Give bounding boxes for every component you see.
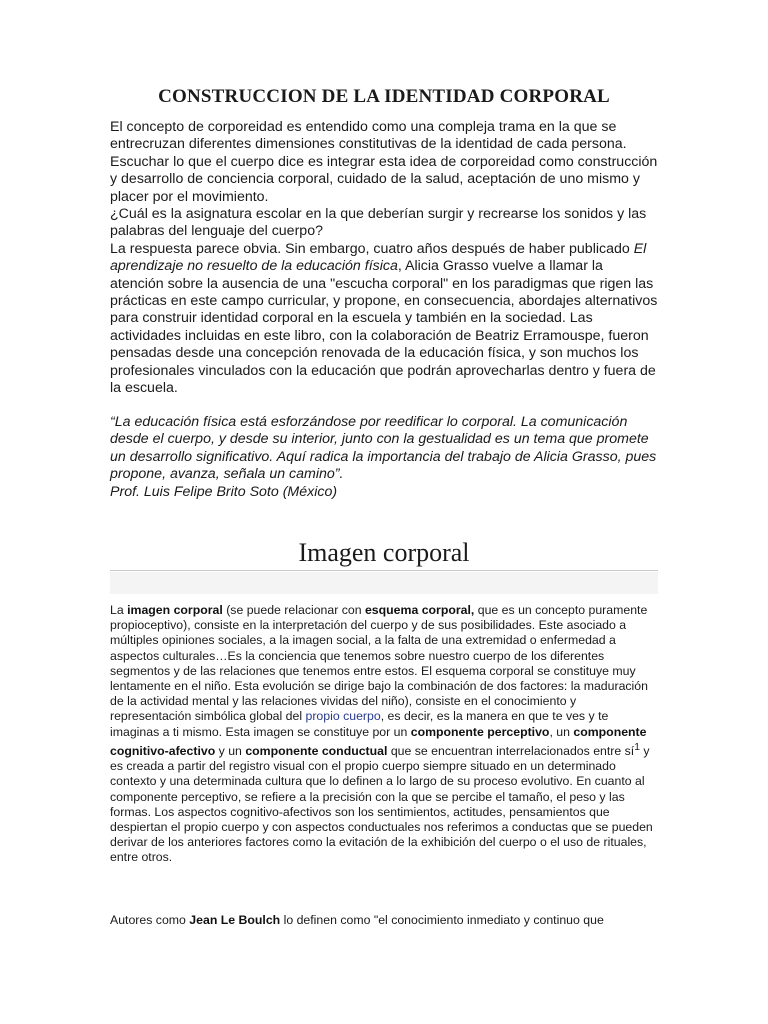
intro-text xyxy=(110,119,658,398)
intro-text-segment: La respuesta parece obvia. Sin embargo, cuatro años después de haber publicado xyxy=(110,240,634,257)
text-segment: y es creada a partir del registro visual con el propio cuerpo siempre situado en un determinado contexto y una determinada cultura que lo definen a lo largo de su proceso evolutivo. En cuanto al componente perceptivo, se refiere a la precisión con la que se percibe el tamaño, el peso y las formas. Los aspectos cognitivo-afectivos son los sentimientos, actitudes, pensamientos que despiertan el propio cuerpo y con aspectos conductuales nos referimos a conductas que se pueden derivar de los anteriores factores como la evitación de la exhibición del cuerpo o el uso de rituales, entre otros. xyxy=(110,743,653,865)
text-segment: que es un concepto puramente propioceptivo), consiste en la interpretación del cuerpo y de sus posibilidades. Este asociado a múltiples opiniones sociales, a la imagen social, a la falta de una extremidad o enfermedad a aspectos culturales…Es la conciencia que tenemos sobre nuestro cuerpo de los diferentes segmentos y de las relaciones que tenemos entre estos. El esquema corporal se constituye muy lentamente en el niño. Esta evolución se dirige bajo la combinación de dos factores: la maduración de la actividad mental y las relaciones vividas del niño), consiste en el conocimiento y representación simbólica global del xyxy=(110,603,648,724)
footnote-marker[interactable]: 1 xyxy=(634,741,640,753)
term-componente-cognitivo-afectivo: componente cognitivo-afectivo xyxy=(110,724,647,758)
intro-paragraph-1: El concepto de corporeidad es entendido como una compleja trama en la que se entrecruzan diferentes dimensiones constitutivas de la identidad de cada persona. Escuchar lo que el cuerpo dice es integrar esta idea de corporeidad como construcción y desarrollo de conciencia corporal, cuidado de la salud, aceptación de uno mismo y placer por el movimiento. xyxy=(110,119,658,205)
heading-band xyxy=(110,572,658,594)
authors-paragraph xyxy=(110,913,658,928)
book-title: El aprendizaje no resuelto de la educación física xyxy=(110,240,647,275)
text-segment: que se encuentran interrelacionados entre sí xyxy=(387,743,635,758)
intro-paragraph-3 xyxy=(110,241,658,398)
heading-divider xyxy=(110,570,658,571)
text-segment: La xyxy=(110,603,128,617)
author-name: Jean Le Boulch xyxy=(189,913,281,927)
term-esquema-corporal: esquema corporal, xyxy=(364,603,475,617)
section-body xyxy=(110,603,658,866)
document-title: CONSTRUCCION DE LA IDENTIDAD CORPORAL xyxy=(158,86,610,107)
intro-paragraph-2: ¿Cuál es la asignatura escolar en la que deberían surgir y recrearse los sonidos y las palabras del lenguaje del cuerpo? xyxy=(110,206,647,240)
quote-block xyxy=(110,414,658,501)
term-imagen-corporal: imagen corporal xyxy=(127,603,223,617)
section-heading: Imagen corporal xyxy=(298,538,470,567)
text-segment: lo definen como "el conocimiento inmediato y continuo que xyxy=(280,913,604,927)
quote-text: “La educación física está esforzándose por reedificar lo corporal. La comunicación desde el cuerpo, y desde su interior, junto con la gestualidad es un tema que promete un desarrollo significativo. Aquí radica la importancia del trabajo de Alicia Grasso, pues propone, avanza, señala un camino”. xyxy=(110,414,657,483)
term-componente-perceptivo: componente perceptivo xyxy=(410,724,550,739)
text-segment: , es decir, es la manera en que te ves y te imaginas a ti mismo. Esta imagen se constituye por un xyxy=(110,709,609,739)
text-segment: , un xyxy=(549,724,574,739)
text-segment: (se puede relacionar con xyxy=(222,603,365,617)
intro-text-segment: , Alicia Grasso vuelve a llamar la atención sobre la ausencia de una "escucha corporal" en los paradigmas que rigen las prácticas en este campo curricular, y propone, en consecuencia, abordajes alternativos para construir identidad corporal en la escuela y también en la sociedad. Las actividades incluidas en este libro, con la colaboración de Beatriz Erramouspe, fueron pensadas desde una concepción renovada de la educación física, y son muchos los profesionales vinculados con la educación que podrán aprovecharlas dentro y fuera de la escuela. xyxy=(110,258,658,397)
text-segment: Autores como xyxy=(110,913,190,927)
section-paragraph xyxy=(110,603,658,866)
text-segment: y un xyxy=(215,743,246,758)
link-propio-cuerpo[interactable]: propio cuerpo xyxy=(305,709,381,724)
quote-author: Prof. Luis Felipe Brito Soto (México) xyxy=(110,483,338,500)
term-componente-conductual: componente conductual xyxy=(245,743,388,758)
